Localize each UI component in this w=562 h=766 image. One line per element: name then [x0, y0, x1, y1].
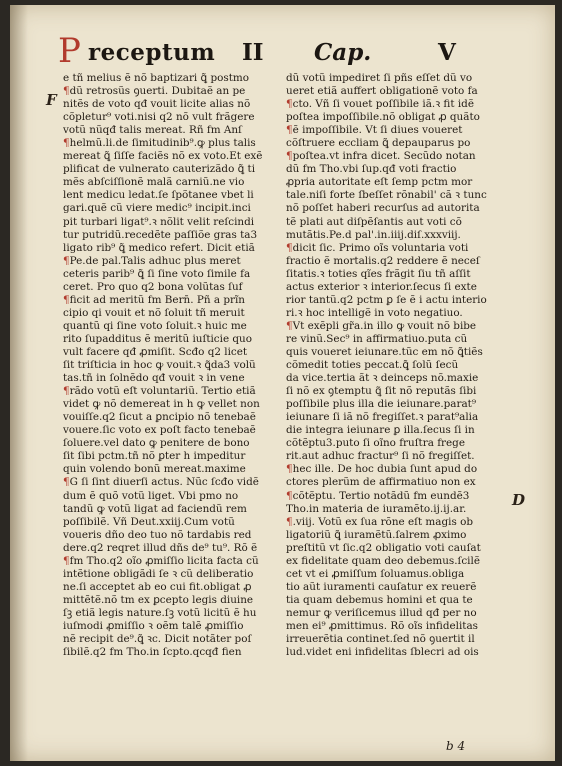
left-line: nitẽs de voto qđ vouit licite alias nõ: [63, 98, 251, 111]
left-line: pit turbari ligat⁹.ꝛ nõlit velit reſcindi: [63, 215, 255, 228]
left-line: intẽtione obligãdi ſe ꝛ cũ deliberatio: [63, 567, 254, 580]
left-line: ne.ſi acceptet ab eo cui fit.obligat ꝓ: [63, 580, 252, 593]
left-line: cõpletur⁹ voti.nisi q2 nõ vult frãgere: [63, 111, 255, 124]
header-number: II: [242, 39, 264, 66]
right-line: nemur ꝙ veriſicemus illud qđ per no: [286, 606, 477, 619]
left-line: tas.tñ in ſolnẽdo qđ vouit ꝛ in vene: [63, 372, 245, 385]
right-line: tio aũt iuramenti cauſatur ex reuerẽ: [286, 580, 477, 593]
right-line: lud.videt eni infidelitas ſblecri ad ois: [286, 646, 479, 659]
right-line: dũ fm Tho.vbi ſup.qđ voti fractio: [286, 163, 457, 176]
left-line: quin volendo bonũ mereat.maxime: [63, 463, 246, 476]
left-line: ¶G ſi ſint diuerſi actus. Nũc ſcđo vidẽ: [63, 476, 259, 489]
right-line: ligatoriũ ꝗ̃ iuramẽtũ.ſalrem ꝓximo: [286, 528, 467, 541]
rubrication-mark: ¶: [63, 137, 70, 150]
left-line: ¶dũ retrosũs ꝯuerti. Dubitaẽ an pe: [63, 85, 246, 98]
rubrication-mark: ¶: [63, 254, 70, 267]
right-line: tia quam debemus homini et qua te: [286, 593, 473, 606]
right-line: poſtea impoſſibile.nõ obligat ꝓ quãto: [286, 111, 480, 124]
rubrication-mark: ¶: [286, 463, 293, 476]
right-line: tale.niſi forte ſbeſſet rõnabil' cã ꝛ tunc: [286, 189, 487, 202]
right-line: da vice.tertia ãt ꝛ deinceps nõ.maxie: [286, 372, 479, 385]
left-line: voueris dño deo tuo nõ tardabis red: [63, 528, 252, 541]
left-line: ſibilẽ.q2 fm Tho.in ſcpto.qcqđ fien: [63, 646, 242, 659]
left-line: vouere.ſic voto ex poſt facto tenebaẽ: [63, 424, 256, 437]
right-line: die integra ieiunare ꝑ illa.ſecus ſi in: [286, 424, 475, 437]
rubrication-mark: ¶: [286, 515, 293, 528]
left-line: ſit ſibi pctm.tñ nõ ꝑter h impeditur: [63, 450, 246, 463]
left-line: dum ẽ quõ votũ liget. Vbi pmo no: [63, 489, 239, 502]
left-line: dere.q2 reqret illud dñs de⁹ tu⁹. Rõ ẽ: [63, 541, 258, 554]
right-line: ¶dicit ſic. Primo oĩs voluntaria voti: [286, 241, 469, 254]
margin-letter-left: F: [46, 91, 57, 109]
rubrication-mark: ¶: [286, 124, 293, 137]
left-line: videt ꝙ nõ demereat in h ꝙ vellet non: [63, 398, 260, 411]
right-line: ieiunare ſi iã nõ fregiſſet.ꝛ parat⁹alia: [286, 411, 479, 424]
left-line: ¶ficit ad meritũ fm Bern̄. Pñ a prĩn: [63, 293, 245, 306]
left-line: mereat ꝗ̃ ſiſſe faciẽs nõ ex voto.Et exẽ: [63, 150, 263, 163]
left-line: ſꝫ etiã legis nature.ſꝫ votũ licitũ ẽ hu: [63, 606, 257, 619]
signature-mark: b 4: [446, 739, 466, 753]
rubrication-mark: ¶: [63, 385, 70, 398]
right-line: re vinũ.Sec⁹ in affirmatiuo.puta cũ: [286, 332, 468, 345]
left-line: e tñ melius ẽ nõ baptizari ꝗ̃ postmo: [63, 72, 249, 84]
margin-letter-right: D: [512, 491, 526, 509]
rubrication-mark: ¶: [63, 293, 70, 306]
right-line: cõſtruere eccliam ꝗ̃ depauparus po: [286, 137, 471, 150]
text-column-right: [286, 72, 488, 659]
left-line: ¶fm Tho.q2 oĩo ꝓmiſſio licita facta cũ: [63, 554, 259, 567]
decorated-initial: P: [58, 31, 81, 71]
left-line: ſoluere.vel dato ꝙ penitere de bono: [63, 437, 250, 450]
header-cap-label: Cap.: [314, 39, 372, 66]
left-line: mittẽtẽ.nõ tm ex ꝑcepto legis diuine: [63, 593, 254, 606]
left-line: ligato rib⁹ ꝗ̃ medico refert. Dicit etiã: [63, 241, 255, 254]
left-line: vult facere qđ ꝓmiſit. Scđo q2 licet: [63, 345, 248, 358]
right-line: Tho.in materia de iuramẽto.ij.ij.ar.: [286, 502, 467, 515]
left-line: ¶Pe.de pal.Talis adhuc plus meret: [63, 254, 241, 267]
rubrication-mark: ¶: [286, 489, 293, 502]
right-line: dũ votũ impediret ſi pñs eſſet dũ vo: [286, 72, 473, 84]
running-header: [10, 31, 555, 75]
book-page: [10, 5, 555, 761]
left-line: mẽs abſciſſionẽ malã carniũ.ne vio: [63, 176, 245, 189]
right-line: mutãtis.Pe.d pal'.in.iiij.diſ.xxxviij.: [286, 228, 461, 241]
right-line: actus exterior ꝛ interior.ſecus ſi exte: [286, 280, 477, 293]
gutter-shadow: [10, 5, 28, 761]
left-line: ceret. Pro quo q2 bona volũtas ſuf: [63, 280, 243, 293]
right-line: ueret etiã auffert obligationẽ voto fa: [286, 85, 478, 98]
right-line: ¶hec ille. De hoc dubia ſunt apud do: [286, 463, 478, 476]
left-line: ſit triſticia in hoc ꝙ vouit.ꝛ ꝗ̃da3 volũ: [63, 359, 256, 372]
right-line: ex fidelitate quam deo debemus.ſcilẽ: [286, 554, 480, 567]
right-line: ¶.viij. Votũ ex ſua rõne eſt magis ob: [286, 515, 473, 528]
left-line: poſſibilẽ. Vñ Deut.xxiij.Cum votũ: [63, 515, 235, 528]
left-line: tur putridũ.recedẽte paſſiõe gras ta3: [63, 228, 258, 241]
right-line: men ei⁹ ꝓmittimus. Rõ oĩs infidelitas: [286, 619, 479, 632]
left-line: ¶helmũ.li.de ſimitudinib⁹.ꝙ plus talis: [63, 137, 256, 150]
left-line: nẽ recipit de⁹.ꝗ̃ ꝛc. Dicit notãter poſ: [63, 633, 252, 646]
right-line: cõtẽptu3.puto ſi oĩno fruſtra frege: [286, 437, 465, 450]
left-line: quantũ qi ſine voto ſoluit.ꝛ huic me: [63, 319, 247, 332]
right-line: quis voueret ieiunare.tũc em nõ ꝗ̃tiẽs: [286, 345, 483, 358]
right-line: rit.aut adhuc fractur⁹ ſi nõ fregiſſet.: [286, 450, 475, 463]
rubrication-mark: ¶: [63, 476, 70, 489]
rubrication-mark: ¶: [286, 150, 293, 163]
left-line: tandũ ꝙ votũ ligat ad faciendũ rem: [63, 502, 247, 515]
right-line: preſtitũ vt ſic.q2 obligatio voti cauſat: [286, 541, 481, 554]
left-line: vouiſſe.q2 ſicut a ꝑncipio nõ tenebaẽ: [63, 411, 256, 424]
right-line: cõmedit toties peccat.ꝗ̃ ſolũ ſecũ: [286, 359, 459, 372]
left-line: ceteris parib⁹ ꝗ̃ ſi ſine voto ſimile fa: [63, 267, 251, 280]
right-line: ¶poſtea.vt infra dicet. Secũdo notan: [286, 150, 476, 163]
right-line: rior tantũ.q2 pctm ꝑ ſe ẽ i actu interio: [286, 293, 487, 306]
right-line: fractio ẽ mortalis.q2 reddere ẽ neceſ: [286, 254, 480, 267]
left-line: rito ſupadditus ẽ meritũ iuſticie quo: [63, 332, 253, 345]
rubrication-mark: ¶: [286, 241, 293, 254]
right-line: cet vt ei ꝓmiſſum ſoluamus.obliga: [286, 567, 465, 580]
left-line: cipio qi vouit et nõ ſoluit tñ meruit: [63, 306, 245, 319]
rubrication-mark: ¶: [286, 98, 293, 111]
right-line: ctores plerũm de affirmatiuo non ex: [286, 476, 476, 489]
text-column-left: [63, 72, 265, 659]
right-line: ¶cto. Vñ ſi vouet poſſibile iã.ꝛ fit idẽ: [286, 98, 474, 111]
left-line: gari.quẽ cũ viere medic⁹ incipit.inci: [63, 202, 251, 215]
right-line: nõ poſſet haberi recurſus ad autorita: [286, 202, 480, 215]
left-line: iuſmodi ꝓmiſſio ꝛ oẽm talẽ ꝓmiſſio: [63, 619, 244, 632]
right-line: ſitatis.ꝛ toties qĩes frãgit ſiu tñ aſſit: [286, 267, 471, 280]
right-line: poſſibile plus illa die ieiunare.parat⁹: [286, 398, 477, 411]
right-line: tẽ plati aut diſpẽſantis aut voti cõ: [286, 215, 462, 228]
left-line: votũ nũqđ talis mereat. Rñ fm Anſ: [63, 124, 242, 137]
right-line: ¶cõtẽptu. Tertio notãdũ fm eundẽ3: [286, 489, 470, 502]
rubrication-mark: ¶: [286, 319, 293, 332]
right-line: ¶Vt exẽpli gr̃a.in illo ꝙ vouit nõ bibe: [286, 319, 477, 332]
right-line: ꝓpria autoritate eſt ſemp pctm mor: [286, 176, 473, 189]
right-line: ¶ẽ impoſſibile. Vt ſi diues voueret: [286, 124, 463, 137]
header-title: receptum: [88, 39, 216, 66]
left-line: ¶rãdo votũ eſt voluntariũ. Tertio etiã: [63, 385, 256, 398]
right-line: ri.ꝛ hoc intelligẽ in voto negatiuo.: [286, 306, 463, 319]
header-roman-numeral: V: [438, 39, 456, 66]
right-line: irreuerẽtia continet.ſed nõ ꝯuertit il: [286, 633, 475, 646]
rubrication-mark: ¶: [63, 554, 70, 567]
rubrication-mark: ¶: [63, 85, 70, 98]
left-line: plificat de vulnerato cauterizãdo ꝗ̃ ti: [63, 163, 256, 176]
right-line: ſi nõ ex ꝯtemptu ꝗ̃ ſit nõ reputãs ſibi: [286, 385, 477, 398]
left-line: lent medicu ledat.ſe ſpõtanee vbet li: [63, 189, 254, 202]
